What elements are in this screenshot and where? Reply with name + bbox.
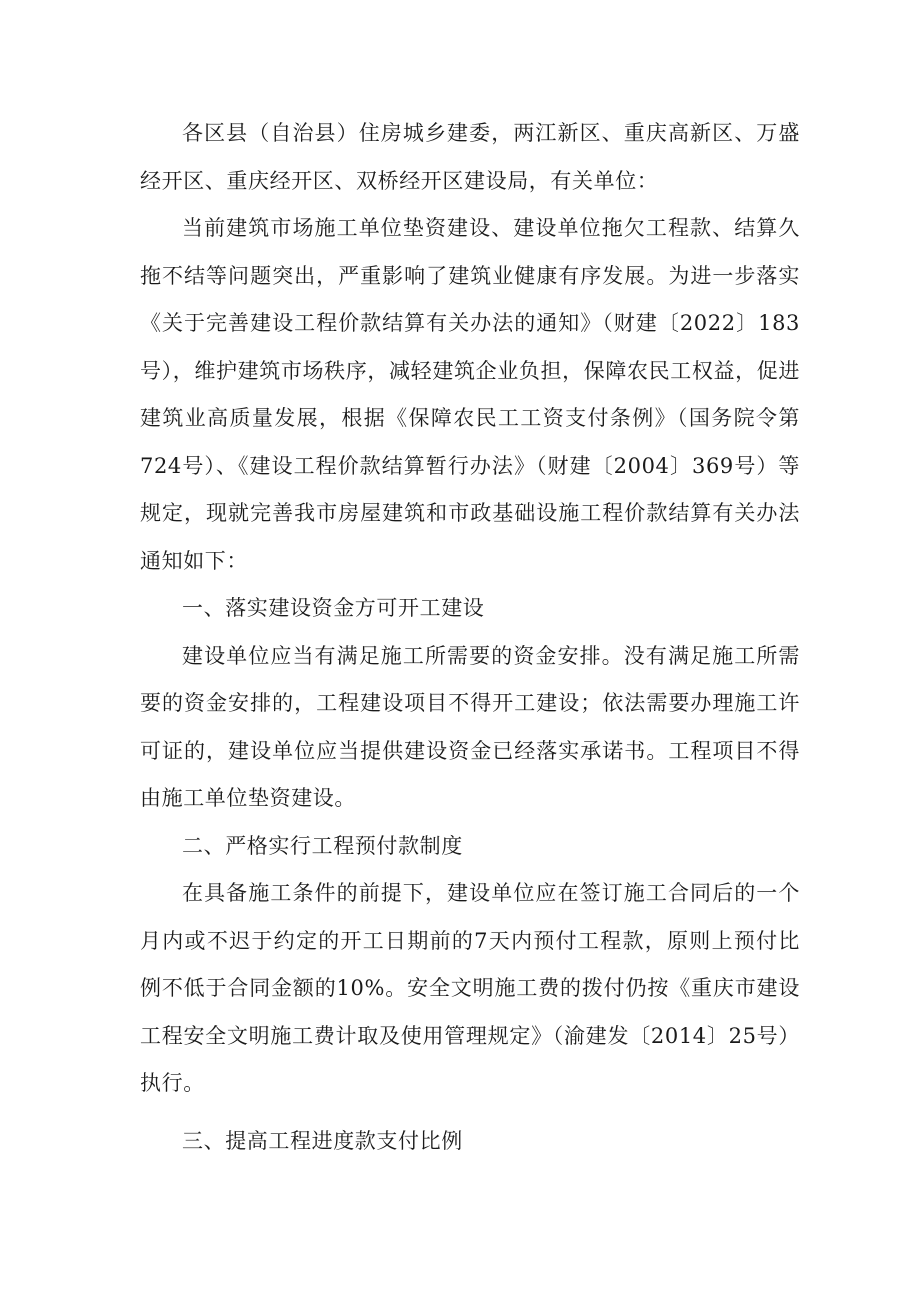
section-heading-2: 二、严格实行工程预付款制度 <box>182 833 463 858</box>
section-body-1: 建设单位应当有满足施工所需要的资金安排。没有满足施工所需要的资金安排的，工程建设项目不得开工建设；依法需要办理施工许可证的，建设单位应当提供建设资金已经落实承诺书。工程项目不得由施工单位垫资建设。 <box>140 643 800 810</box>
intro-paragraph: 当前建筑市场施工单位垫资建设、建设单位拖欠工程款、结算久拖不结等问题突出，严重影响了建筑业健康有序发展。为进一步落实《关于完善建设工程价款结算有关办法的通知》（财建〔2022〕183号），维护建筑市场秩序，减轻建筑企业负担，保障农民工权益，促进建筑业高质量发展，根据《保障农民工工资支付条例》（国务院令第724号）、《建设工程价款结算暂行办法》（财建〔2004〕369号）等规定，现就完善我市房屋建筑和市政基础设施工程价款结算有关办法通知如下： <box>140 216 800 573</box>
section-heading-3: 三、提高工程进度款支付比例 <box>182 1128 463 1153</box>
section-body-2: 在具备施工条件的前提下，建设单位应在签订施工合同后的一个月内或不迟于约定的开工日期前的7天内预付工程款，原则上预付比例不低于合同金额的10%。安全文明施工费的拨付仍按《重庆市建设工程安全文明施工费计取及使用管理规定》（渝建发〔2014〕25号）执行。 <box>140 881 800 1095</box>
section-heading-1: 一、落实建设资金方可开工建设 <box>182 596 485 620</box>
document-body <box>140 110 800 1165</box>
salutation-paragraph: 各区县（自治县）住房城乡建委，两江新区、重庆高新区、万盛经开区、重庆经开区、双桥经开区建设局，有关单位： <box>140 121 800 193</box>
